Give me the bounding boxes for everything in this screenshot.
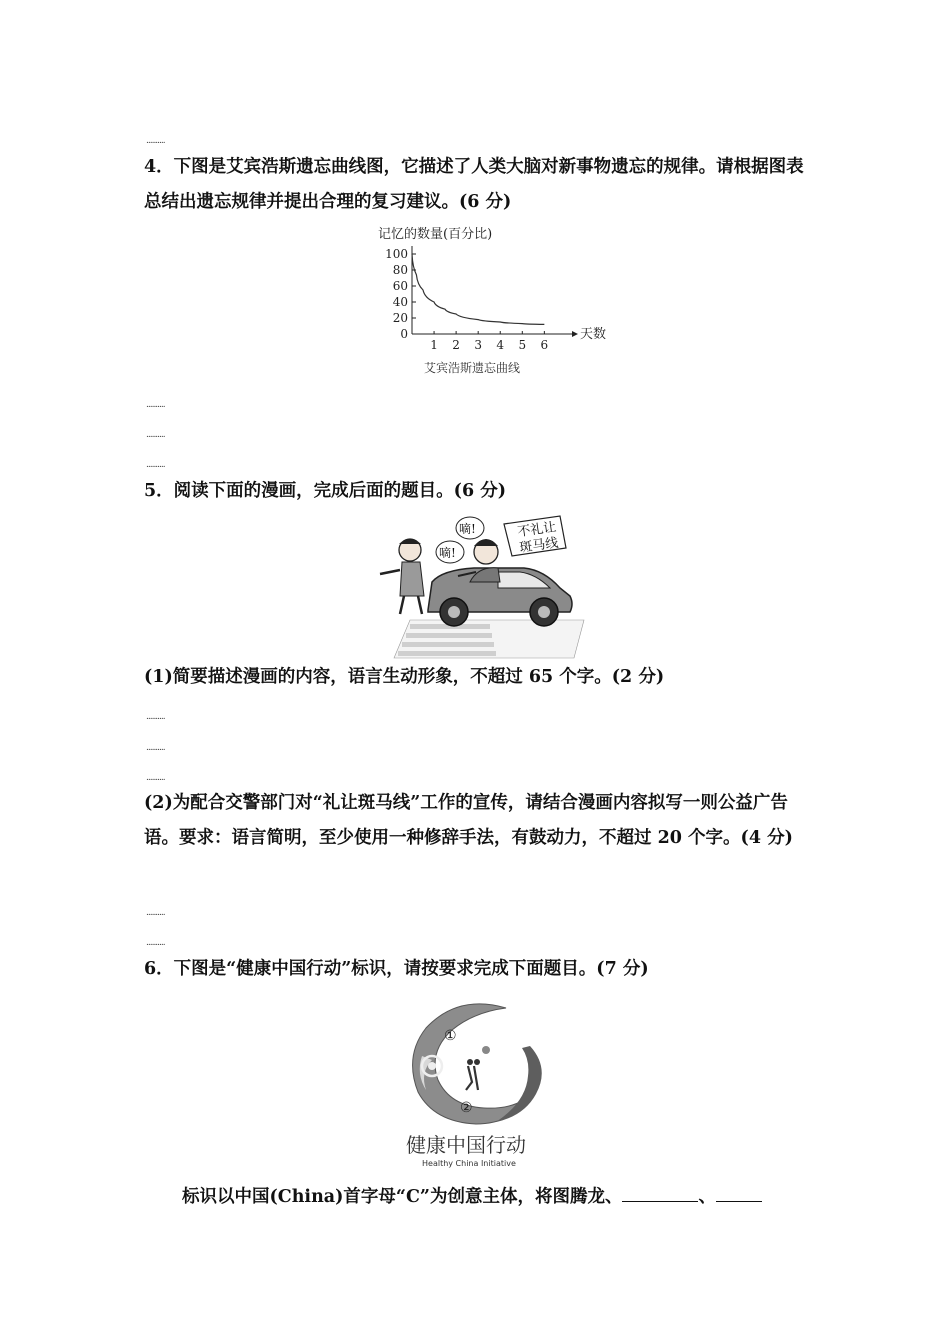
chart-x-axis-arrow (572, 331, 578, 337)
chart-x-tick-label: 4 (496, 338, 505, 352)
healthy-china-logo (398, 994, 558, 1172)
cartoon-bubble-1: 嘀! (459, 522, 476, 536)
chart-svg (378, 222, 607, 382)
chart-x-tick-label: 1 (430, 338, 438, 352)
cartoon-sign-line-2: 斑马线 (518, 535, 560, 556)
chart-y-tick-label: 80 (392, 263, 408, 277)
chart-x-tick-label: 5 (518, 338, 527, 352)
logo-mark-1: ① (444, 1028, 457, 1044)
chart-y-tick-label: 60 (392, 279, 408, 293)
cartoon-illustration (374, 512, 594, 658)
answer-line: .......... (146, 908, 165, 918)
answer-line: .......... (146, 460, 165, 470)
chart-y-label: 记忆的数量(百分比) (378, 227, 493, 242)
question-5-sub-1: (1)简要描述漫画的内容，语言生动形象，不超过 65 个字。(2 分) (144, 667, 665, 687)
cartoon-bubble-2: 嘀! (439, 546, 456, 560)
chart-y-tick-label: 100 (385, 247, 408, 261)
answer-line: .......... (146, 430, 165, 440)
chart-x-tick-label: 6 (540, 338, 549, 352)
chart-y-tick-label: 20 (392, 311, 408, 325)
traffic-cartoon (374, 512, 594, 658)
chart-y-tick-label: 0 (400, 327, 408, 341)
question-5-text: 5．阅读下面的漫画，完成后面的题目。(6 分) (144, 481, 507, 501)
question-6-body (182, 1180, 822, 1215)
logo-mark-2: ② (460, 1100, 473, 1116)
answer-line: .......... (146, 712, 165, 722)
chart-x-tick-label: 3 (474, 338, 482, 352)
cartoon-sign-line-1: 不礼让 (516, 519, 558, 541)
question-6-separator: 、 (698, 1187, 716, 1207)
question-6-body-text: 标识以中国(China)首字母“C”为创意主体，将图腾龙、 (182, 1187, 623, 1207)
chart-series-line (412, 254, 544, 324)
chart-caption: 艾宾浩斯遗忘曲线 (424, 361, 521, 375)
answer-line: .......... (146, 136, 165, 146)
fill-blank-2[interactable] (716, 1183, 762, 1202)
logo-title: 健康中国行动 (406, 1133, 526, 1157)
chart-x-label: 天数 (580, 327, 607, 342)
logo-graphic (398, 994, 558, 1172)
answer-line: .......... (146, 400, 165, 410)
question-6-text: 6．下图是“健康中国行动”标识，请按要求完成下面题目。(7 分) (144, 959, 649, 979)
fill-blank-1[interactable] (622, 1183, 698, 1202)
answer-line: .......... (146, 743, 165, 753)
answer-line: .......... (146, 773, 165, 783)
logo-subtitle: Healthy China Initiative (422, 1159, 516, 1168)
question-4-text: 4．下图是艾宾浩斯遗忘曲线图，它描述了人类大脑对新事物遗忘的规律。请根据图表总结出遗忘规律并提出合理的复习建议。(6 分) (144, 157, 804, 212)
chart-y-tick-label: 40 (392, 295, 408, 309)
question-5-sub-2: (2)为配合交警部门对“礼让斑马线”工作的宣传，请结合漫画内容拟写一则公益广告语。要求：语言简明，至少使用一种修辞手法，有鼓动力，不超过 20 个字。(4 分) (144, 793, 793, 848)
forgetting-curve-chart (378, 222, 607, 382)
chart-x-tick-label: 2 (452, 338, 460, 352)
answer-line: .......... (146, 938, 165, 948)
